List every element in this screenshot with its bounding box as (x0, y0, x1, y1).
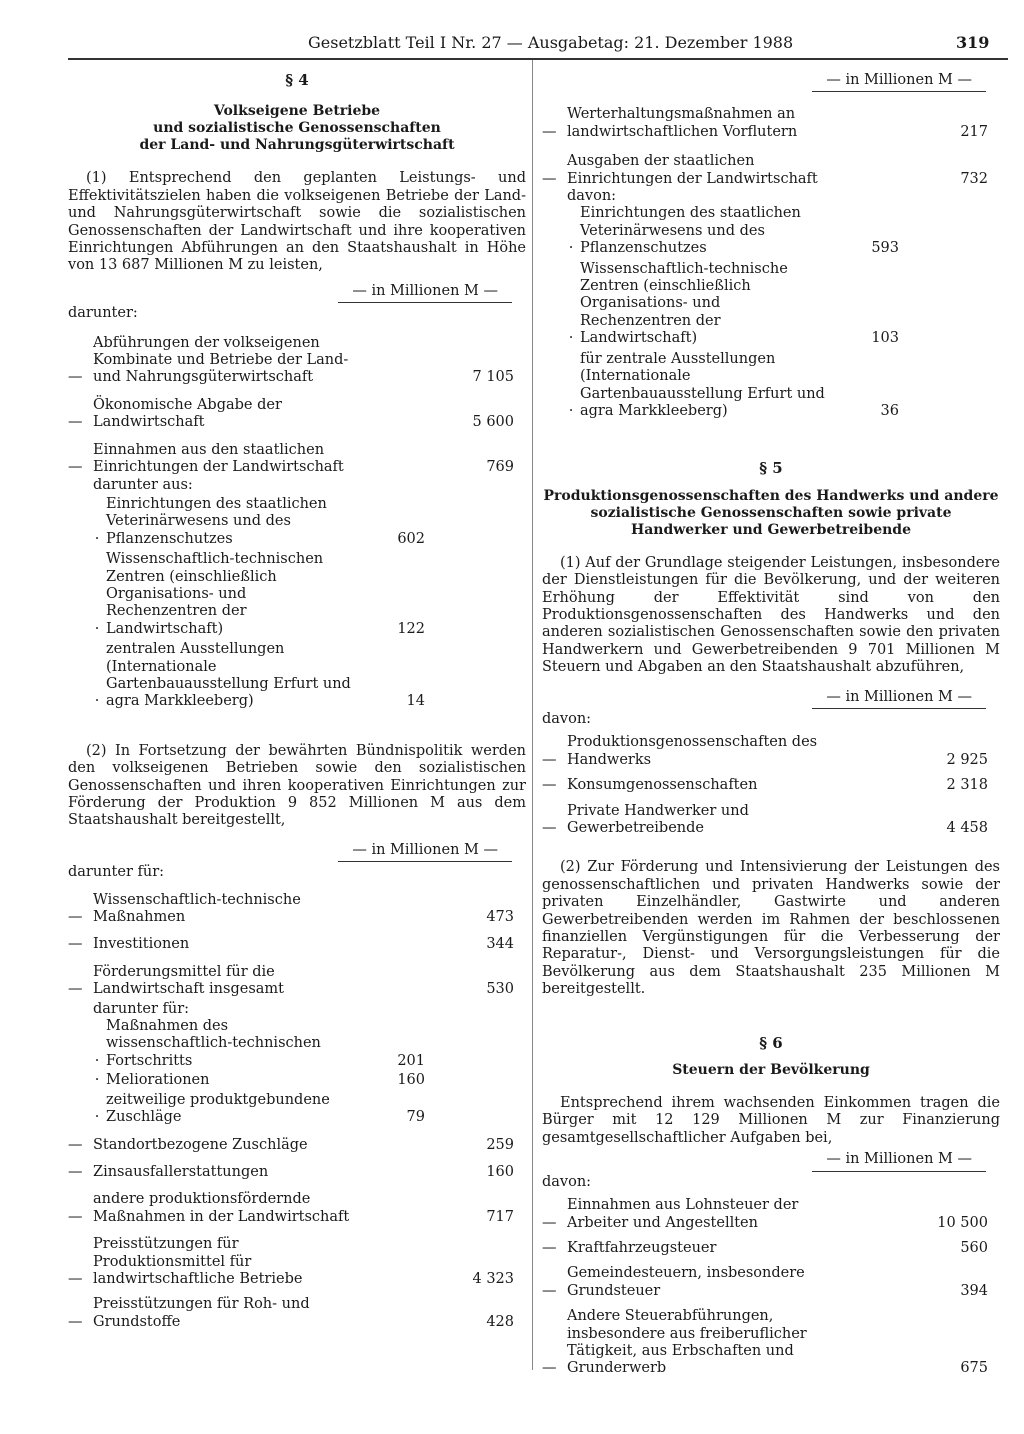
item-text: Standortbezogene Zuschläge (93, 1136, 308, 1153)
sub-item-value: 103 (871, 330, 899, 347)
unit-label (68, 283, 526, 303)
column-divider (532, 60, 533, 1370)
list-item: — Private Handwerker und Gewerbetreibende 4 458 (542, 802, 988, 836)
item-text: Werterhaltungsmaßnahmen an landwirtschaftlichen Vorflutern (567, 106, 798, 140)
sub-item-value: 201 (397, 1052, 425, 1069)
list-item: — Gemeindesteuern, insbesondere Grundsteuer 394 (542, 1265, 988, 1299)
list-item: — Ökonomische Abgabe der Landwirtschaft 5 600 (68, 396, 514, 431)
section-5-paragraph-1: (1) Auf der Grundlage steigender Leistungen, insbesondere der Dienstleistungen für die Bevölkerung, und der weiteren Erhöhung der Effektivität sind von den Produktionsgenossenschaften des Handwerks und den anderen sozialistischen Genossenschaften sowie den privaten Handwerkern und Gewerbetreibenden 9 701 Millionen M Steuern und Abgaben an den Staatshaushalt abzuführen, (542, 554, 1000, 676)
unit-label (542, 72, 1000, 92)
sub-item-text: Maßnahmen des wissenschaftlich-technischen Fortschritts (106, 1018, 321, 1069)
section-6-paragraph: Entsprechend ihrem wachsenden Einkommen tragen die Bürger mit 12 129 Millionen M zur Finanzierung gesamtgesellschaftlicher Aufgaben bei, (542, 1095, 1000, 1146)
section-5-heading: § 5 (759, 459, 783, 478)
page-number: 319 (956, 33, 990, 52)
sub-item-value: 79 (406, 1109, 425, 1126)
davon-label: davon: (542, 710, 592, 727)
list-item: — Konsumgenossenschaften 2 318 (542, 777, 988, 794)
list-item: — Produktionsgenossenschaften des Handwerks 2 925 (542, 734, 988, 768)
item-value: 394 (960, 1282, 988, 1299)
page-header-title: Gesetzblatt Teil I Nr. 27 — Ausgabetag: 21. Dezember 1988 (308, 33, 794, 52)
sub-item-value: 14 (406, 693, 425, 710)
sub-list-item: · Wissenschaftlich-technischen Zentren (einschließlich Organisations- und Rechenzentren der Landwirtschaft) 122 (94, 551, 425, 637)
item-text: Private Handwerker und Gewerbetreibende (567, 802, 749, 836)
item-text: Förderungsmittel für die Landwirtschaft insgesamt (93, 963, 284, 998)
sub-list-item: · Einrichtungen des staatlichen Veterinärwesens und des Pflanzenschutzes 593 (568, 205, 899, 257)
section-4-paragraph-1: (1) Entsprechend den geplanten Leistungs- und Effektivitätszielen haben die volkseigenen Betriebe der Land- und Nahrungsgüterwirtschaft sowie die sozialistischen Genossenschaften der Landwirtschaft und ihre kooperativen Einrichtungen Abführungen an den Staatshaushalt in Höhe von 13 687 Millionen M zu leisten, (68, 170, 526, 274)
section-4-title-line: der Land- und Nahrungsgüterwirtschaft (139, 137, 455, 154)
item-text: Kraftfahrzeugsteuer (567, 1239, 717, 1256)
section-6-title: Steuern der Bevölkerung (672, 1062, 870, 1079)
sub-item-text: zentralen Ausstellungen (Internationale Gartenbauausstellung Erfurt und agra Markkleeberg) (106, 641, 351, 710)
unit-label (68, 842, 526, 862)
sub-item-value: 160 (397, 1072, 425, 1089)
list-item: — andere produktionsfördernde Maßnahmen in der Landwirtschaft 717 (68, 1191, 514, 1225)
section-5-title (542, 488, 1000, 539)
item-value: 675 (960, 1360, 988, 1377)
section-5-title-line: sozialistische Genossenschaften sowie private (590, 504, 952, 521)
list-item: — Abführungen der volkseigenen Kombinate und Betriebe der Land- und Nahrungsgüterwirtschaft 7 105 (68, 334, 514, 386)
unit-label (542, 689, 1000, 709)
sub-list-item: · für zentrale Ausstellungen (Internationale Gartenbauausstellung Erfurt und agra Markkleeberg) 36 (568, 350, 899, 419)
item-value: 2 318 (946, 777, 988, 794)
unit-label-text: — in Millionen M — (812, 72, 986, 92)
sub-list-item: · Meliorationen 160 (94, 1072, 425, 1089)
item-text: Ökonomische Abgabe der Landwirtschaft (93, 396, 282, 431)
darunter-fuer-label: darunter für: (93, 1000, 190, 1017)
item-text: Konsumgenossenschaften (567, 777, 758, 794)
list-item: — Andere Steuerabführungen, insbesondere aus freiberuflicher Tätigkeit, aus Erbschaften und Grunderwerb 675 (542, 1308, 988, 1377)
davon-label: davon: (542, 1173, 592, 1190)
item-text: Preisstützungen für Produktionsmittel für landwirtschaftliche Betriebe (93, 1236, 303, 1287)
section-4-title-line: Volkseigene Betriebe (213, 103, 381, 120)
item-value: 717 (486, 1208, 514, 1225)
header-rule (68, 58, 1008, 60)
unit-label-text: — in Millionen M — (338, 283, 512, 303)
sub-item-text: Wissenschaftlich-technische Zentren (einschließlich Organisations- und Rechenzentren der Landwirtschaft) (580, 260, 788, 347)
sub-item-value: 593 (871, 240, 899, 257)
item-value: 5 600 (472, 414, 514, 431)
item-value: 7 105 (472, 369, 514, 386)
list-item: — Standortbezogene Zuschläge 259 (68, 1136, 514, 1153)
section-4-title (68, 103, 526, 154)
list-item: — Förderungsmittel für die Landwirtschaft insgesamt 530 (68, 963, 514, 998)
sub-item-value: 122 (397, 620, 425, 637)
item-value: 732 (960, 170, 988, 187)
davon-label: davon: (567, 188, 617, 205)
section-5-title-line: Handwerker und Gewerbetreibende (630, 521, 911, 538)
section-5-title-line: Produktionsgenossenschaften des Handwerks und andere (543, 487, 999, 504)
item-text: Einnahmen aus Lohnsteuer der Arbeiter und Angestellten (567, 1197, 799, 1231)
sub-item-text: für zentrale Ausstellungen (Internationale Gartenbauausstellung Erfurt und agra Markkleeberg) (580, 350, 825, 419)
sub-item-value: 36 (880, 402, 899, 419)
item-value: 259 (486, 1136, 514, 1153)
list-item: — Werterhaltungsmaßnahmen an landwirtschaftlichen Vorflutern 217 (542, 106, 988, 140)
item-value: 344 (486, 936, 514, 953)
item-value: 4 323 (472, 1270, 514, 1287)
darunter-label: darunter: (68, 305, 138, 322)
darunter-fuer-label: darunter für: (68, 864, 165, 881)
unit-label-text: — in Millionen M — (812, 1151, 986, 1171)
section-6-heading: § 6 (759, 1033, 783, 1052)
item-value: 530 (486, 981, 514, 998)
item-text: Gemeindesteuern, insbesondere Grundsteuer (567, 1265, 805, 1299)
list-item: — Kraftfahrzeugsteuer 560 (542, 1239, 988, 1256)
item-value: 10 500 (937, 1214, 988, 1231)
item-value: 560 (960, 1239, 988, 1256)
list-item: — Preisstützungen für Produktionsmittel für landwirtschaftliche Betriebe 4 323 (68, 1236, 514, 1287)
item-value: 473 (486, 909, 514, 926)
item-text: Andere Steuerabführungen, insbesondere aus freiberuflicher Tätigkeit, aus Erbschaften und Grunderwerb (567, 1308, 807, 1377)
sub-list-item: · Einrichtungen des staatlichen Veterinärwesens und des Pflanzenschutzes 602 (94, 495, 425, 547)
item-text: andere produktionsfördernde Maßnahmen in der Landwirtschaft (93, 1191, 350, 1225)
right-column (542, 72, 1000, 1378)
item-text: Wissenschaftlich-technische Maßnahmen (93, 891, 301, 926)
list-item: — Einnahmen aus Lohnsteuer der Arbeiter und Angestellten 10 500 (542, 1197, 988, 1231)
sub-item-text: Einrichtungen des staatlichen Veterinärwesens und des Pflanzenschutzes (106, 495, 327, 547)
item-value: 428 (486, 1313, 514, 1330)
section-4-paragraph-2: (2) In Fortsetzung der bewährten Bündnispolitik werden den volkseigenen Betrieben sowie den sozialistischen Genossenschaften und ihren kooperativen Einrichtungen zur Förderung der Produktion 9 852 Millionen M aus dem Staatshaushalt bereitgestellt, (68, 742, 526, 829)
unit-label-text: — in Millionen M — (338, 842, 512, 862)
item-value: 160 (486, 1163, 514, 1180)
list-item: — Preisstützungen für Roh- und Grundstoffe 428 (68, 1296, 514, 1330)
sub-item-text: Wissenschaftlich-technischen Zentren (einschließlich Organisations- und Rechenzentren der Landwirtschaft) (106, 551, 324, 637)
sub-list-item: · Wissenschaftlich-technische Zentren (einschließlich Organisations- und Rechenzentren der Landwirtschaft) 103 (568, 260, 899, 347)
list-item: — Zinsausfallerstattungen 160 (68, 1163, 514, 1180)
unit-label-text: — in Millionen M — (812, 689, 986, 709)
list-item: — Wissenschaftlich-technische Maßnahmen 473 (68, 891, 514, 926)
item-text: Ausgaben der staatlichen Einrichtungen der Landwirtschaft (567, 153, 818, 187)
sub-item-text: Meliorationen (106, 1072, 210, 1089)
sub-list-item: · zeitweilige produktgebundene Zuschläge 79 (94, 1091, 425, 1126)
unit-label (542, 1151, 1000, 1171)
list-item: — Investitionen 344 (68, 936, 514, 953)
item-value: 2 925 (946, 751, 988, 768)
sub-item-text: Einrichtungen des staatlichen Veterinärwesens und des Pflanzenschutzes (580, 205, 801, 257)
item-text: Abführungen der volkseigenen Kombinate und Betriebe der Land- und Nahrungsgüterwirtschaft (93, 334, 349, 386)
section-4-title-line: und sozialistische Genossenschaften (153, 120, 441, 137)
sub-list-item: · Maßnahmen des wissenschaftlich-technischen Fortschritts 201 (94, 1018, 425, 1069)
sub-item-value: 602 (397, 530, 425, 547)
list-item: — Ausgaben der staatlichen Einrichtungen der Landwirtschaft 732 (542, 153, 988, 187)
left-column (68, 64, 526, 1331)
darunter-aus-label: darunter aus: (93, 476, 193, 493)
item-value: 769 (486, 459, 514, 476)
item-text: Preisstützungen für Roh- und Grundstoffe (93, 1296, 310, 1330)
item-value: 4 458 (946, 820, 988, 836)
item-value: 217 (960, 123, 988, 140)
sub-item-text: zeitweilige produktgebundene Zuschläge (106, 1091, 330, 1126)
sub-list-item: · zentralen Ausstellungen (Internationale Gartenbauausstellung Erfurt und agra Markkleeberg) 14 (94, 641, 425, 710)
list-item: — Einnahmen aus den staatlichen Einrichtungen der Landwirtschaft 769 (68, 441, 514, 476)
item-text: Zinsausfallerstattungen (93, 1163, 269, 1180)
section-5-paragraph-2: (2) Zur Förderung und Intensivierung der Leistungen des genossenschaftlichen und privaten Handwerks sowie der privaten Einzelhändler, Gastwirte und anderen Gewerbetreibenden werden im Rahmen der beschlossenen finanziellen Vergünstigungen für die Verbesserung der Reparatur-, Dienst- und Versorgungsleistungen für die Bevölkerung aus dem Staatshaushalt 235 Millionen M bereitgestellt. (542, 859, 1000, 998)
item-text: Investitionen (93, 936, 190, 953)
item-text: Produktionsgenossenschaften des Handwerks (567, 734, 818, 768)
section-4-heading: § 4 (285, 71, 309, 89)
item-text: Einnahmen aus den staatlichen Einrichtungen der Landwirtschaft (93, 441, 344, 476)
